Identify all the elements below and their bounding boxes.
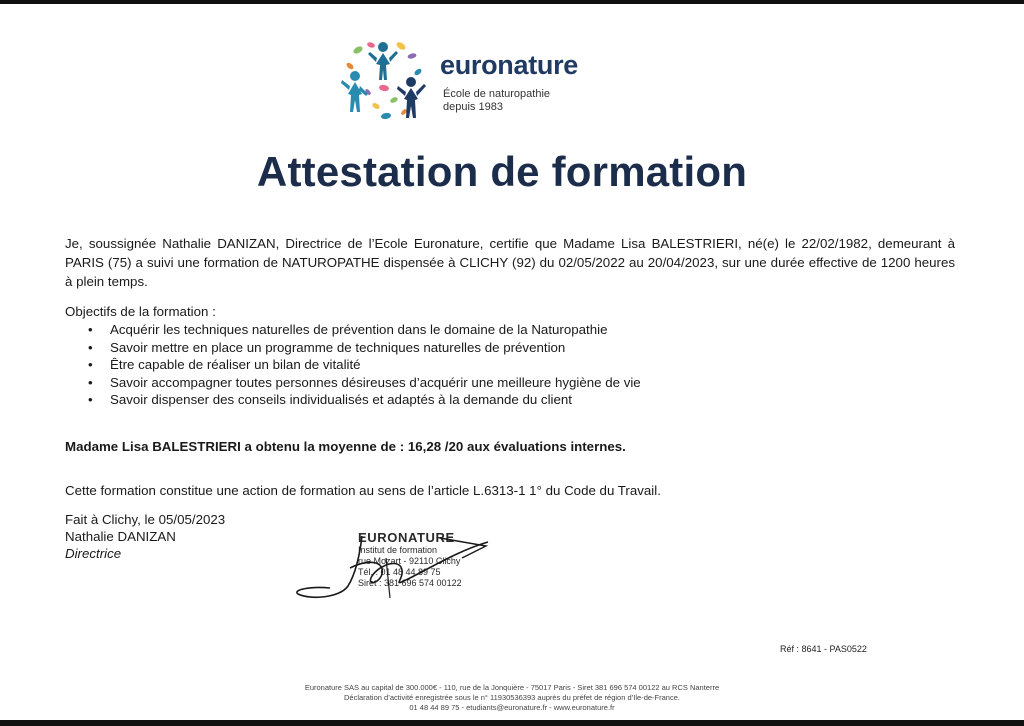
stamp-name: EURONATURE [358, 530, 455, 545]
objective-item: • Acquérir les techniques naturelles de prévention dans le domaine de la Naturopathie [88, 321, 948, 339]
signatory-role: Directrice [65, 546, 122, 561]
footer-line2: Déclaration d’activité enregistrée sous le n° 11930536393 auprès du préfet de région d’Ile-de-France. [344, 693, 680, 702]
handwritten-signature [290, 528, 500, 603]
signatory-name: Nathalie DANIZAN [65, 529, 176, 544]
objective-item: • Savoir accompagner toutes personnes désireuses d’acquérir une meilleure hygiène de vie [88, 374, 948, 392]
reference-code: Réf : 8641 - PAS0522 [780, 644, 867, 654]
stamp-line3: Tél. : 01 48 44 89 75 [358, 567, 441, 577]
frame-bottom-border [0, 720, 1024, 726]
stamp-line2: rue Mozart - 92110 Clichy [358, 556, 461, 566]
footer-line1: Euronature SAS au capital de 300.000€ - 110, rue de la Jonquière - 75017 Paris - Siret 381 696 574 00122 au RCS Nanterre [304, 683, 720, 692]
objectives-title: Objectifs de la formation : [65, 304, 216, 319]
objective-item: • Savoir dispenser des conseils individualisés et adaptés à la demande du client [88, 391, 948, 409]
stamp-line4: Siret : 381 696 574 00122 [358, 578, 462, 588]
intro-paragraph: Je, soussignée Nathalie DANIZAN, Directrice de l’Ecole Euronature, certifie que Madame Lisa BALESTRIERI, né(e) le 22/02/1982, demeurant à PARIS (75) a suivi une formation de NATUROPATHE dispensée à CLICHY (92) du 02/05/2022 au 20/04/2023, sur une durée effective de 1200 heures à plein temps. [65, 236, 955, 289]
brand-tagline-line2: depuis 1983 [443, 101, 503, 113]
document-title: Attestation de formation [256, 148, 748, 195]
stamp-line1: Institut de formation [358, 545, 438, 555]
objectives-list [88, 321, 948, 409]
legal-statement: Cette formation constitue une action de formation au sens de l’article L.6313-1 1° du Code du Travail. [65, 483, 661, 498]
brand-name: euronature [440, 50, 579, 80]
frame-top-border [0, 0, 1024, 4]
footer [0, 683, 1024, 713]
brand-tagline [443, 88, 550, 114]
footer-line3: 01 48 44 89 75 - etudiants@euronature.fr - www.euronature.fr [409, 703, 615, 712]
brand-tagline-line1: École de naturopathie [443, 88, 551, 100]
objective-item: • Savoir mettre en place un programme de techniques naturelles de prévention [88, 339, 948, 357]
people-leaves-logo-icon [338, 36, 428, 126]
signoff-block [65, 511, 225, 562]
objective-item: • Être capable de réaliser un bilan de vitalité [88, 356, 948, 374]
place-date: Fait à Clichy, le 05/05/2023 [65, 512, 226, 527]
result-statement: Madame Lisa BALESTRIERI a obtenu la moyenne de : 16,28 /20 aux évaluations internes. [65, 439, 626, 454]
